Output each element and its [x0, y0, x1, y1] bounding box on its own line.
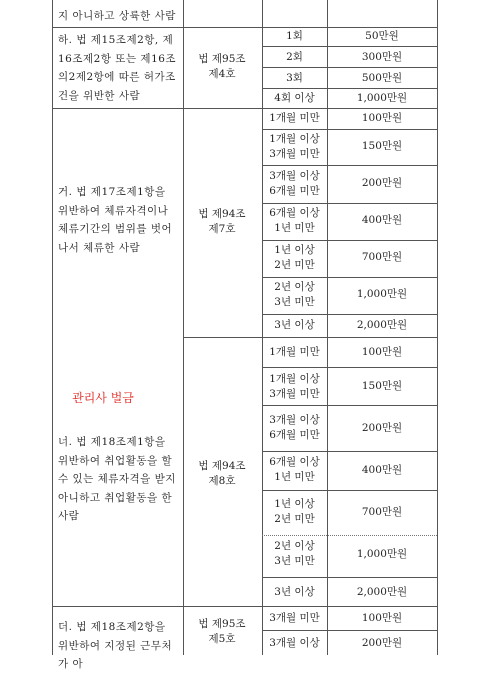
rule-sub: [262, 405, 437, 406]
geo-amount: 700만원: [361, 251, 403, 263]
period-line: 3개월 이상: [269, 637, 320, 649]
geo-period: [262, 132, 327, 162]
geo-period: [262, 111, 327, 126]
geo-amount: 200만원: [361, 177, 403, 189]
row-ha-desc: 하. 법 제15조제2항, 제16조제2항 또는 제16조의2제2항에 따른 허가조건을 위반한 사람: [58, 34, 177, 102]
geo-period: [262, 206, 327, 236]
rule-sub-dotted: [262, 535, 437, 536]
geo-period: [262, 169, 327, 199]
deo-period: [262, 636, 327, 651]
law-line: 제5호: [208, 633, 236, 645]
neo-amount: 150만원: [361, 380, 403, 392]
law-line: 법 제95조: [198, 618, 246, 630]
rule-sub: [262, 451, 437, 452]
law-line: 제4호: [208, 68, 236, 80]
deo-amount: 200만원: [361, 637, 403, 649]
geo-period: [262, 280, 327, 310]
period-line: 1년 미만: [274, 471, 315, 483]
rule-sub: [262, 165, 437, 166]
rule-row-geo-end: [183, 337, 437, 338]
period-line: 2년 미만: [274, 259, 315, 271]
ha-amount: 500만원: [361, 72, 403, 84]
neo-amount: 2,000만원: [356, 586, 408, 598]
row-geo-law: [184, 207, 260, 237]
neo-period: [262, 345, 327, 360]
row-neo-desc: 너. 법 제18조제1항을 위반하여 취업활동을 할 수 있는 체류자격을 받지 아니하고 취업활동을 한 사람: [58, 436, 176, 522]
period-line: 6개월 이상: [269, 456, 320, 468]
law-line: 법 제95조: [198, 53, 246, 65]
row-ha-law: [184, 52, 260, 82]
row-deo-law: [184, 617, 260, 647]
deo-period: [262, 611, 327, 626]
rule-col-left: [52, 0, 53, 655]
period-line: 3개월 미만: [269, 612, 320, 624]
period-line: 1개월 이상: [269, 373, 320, 385]
rule-sub: [262, 630, 437, 631]
ha-period: 3회: [286, 72, 303, 84]
rule-sub: [262, 67, 437, 68]
period-line: 2년 미만: [274, 513, 315, 525]
law-line: 법 제94조: [198, 460, 246, 472]
geo-amount: 150만원: [361, 140, 403, 152]
period-line: 1개월 미만: [269, 346, 320, 358]
neo-period: [262, 539, 327, 569]
row-continuation-desc: 지 아니하고 상륙한 사람: [58, 10, 176, 22]
geo-period: [262, 318, 327, 333]
ha-period: 1회: [286, 30, 303, 42]
neo-amount: 200만원: [361, 422, 403, 434]
neo-period: [262, 497, 327, 527]
neo-period: [262, 455, 327, 485]
period-line: 2년 이상: [274, 281, 315, 293]
ha-amount: 300만원: [361, 51, 403, 63]
ha-period: 4회 이상: [274, 92, 315, 104]
rule-col-right: [437, 0, 438, 655]
law-line: 법 제94조: [198, 208, 246, 220]
rule-row-ha-end: [52, 108, 437, 109]
neo-amount: 400만원: [361, 464, 403, 476]
ha-period: 2회: [286, 51, 303, 63]
rule-sub: [262, 314, 437, 315]
rule-row-top-end: [52, 27, 437, 28]
period-line: 3개월 미만: [269, 388, 320, 400]
period-line: 6개월 미만: [269, 429, 320, 441]
row-geo-desc: 거. 법 제17조제1항을 위반하여 체류자격이나 체류기간의 범위를 벗어나서 체류한 사람: [58, 186, 173, 254]
row-deo-desc: 더. 법 제18조제2항을 위반하여 지정된 근무처가 아: [58, 621, 173, 670]
period-line: 6개월 이상: [269, 207, 320, 219]
neo-period: [262, 413, 327, 443]
rule-sub: [262, 129, 437, 130]
rule-sub: [262, 577, 437, 578]
neo-period: [262, 585, 327, 600]
overlay-label: 관리사 벌금: [72, 391, 134, 405]
rule-col-desc-law: [183, 0, 184, 655]
neo-amount: 700만원: [361, 506, 403, 518]
rule-sub: [262, 88, 437, 89]
period-line: 1개월 이상: [269, 133, 320, 145]
ha-amount: 50만원: [365, 30, 399, 42]
deo-amount: 100만원: [361, 612, 403, 624]
rule-sub: [262, 490, 437, 491]
period-line: 2년 이상: [274, 540, 315, 552]
geo-amount: 1,000만원: [356, 288, 408, 300]
neo-amount: 100만원: [361, 346, 403, 358]
geo-amount: 100만원: [361, 112, 403, 124]
row-neo-law: [184, 459, 260, 489]
neo-period: [262, 372, 327, 402]
rule-sub: [262, 46, 437, 47]
period-line: 1년 미만: [274, 222, 315, 234]
neo-amount: 1,000만원: [356, 548, 408, 560]
rule-sub: [262, 203, 437, 204]
period-line: 1년 이상: [274, 244, 315, 256]
geo-amount: 400만원: [361, 214, 403, 226]
rule-sub: [262, 367, 437, 368]
period-line: 3년 미만: [274, 296, 315, 308]
geo-amount: 2,000만원: [356, 319, 408, 331]
period-line: 3년 이상: [274, 319, 315, 331]
ha-amount: 1,000만원: [356, 92, 408, 104]
period-line: 3개월 이상: [269, 170, 320, 182]
rule-sub: [262, 277, 437, 278]
period-line: 1개월 미만: [269, 112, 320, 124]
rule-sub: [262, 240, 437, 241]
rule-row-neo-end: [52, 606, 437, 607]
law-line: 제8호: [208, 475, 236, 487]
period-line: 3년 미만: [274, 555, 315, 567]
law-line: 제7호: [208, 223, 236, 235]
period-line: 1년 이상: [274, 498, 315, 510]
period-line: 3년 이상: [274, 586, 315, 598]
period-line: 6개월 미만: [269, 185, 320, 197]
geo-period: [262, 243, 327, 273]
period-line: 3개월 미만: [269, 148, 320, 160]
period-line: 3개월 이상: [269, 414, 320, 426]
